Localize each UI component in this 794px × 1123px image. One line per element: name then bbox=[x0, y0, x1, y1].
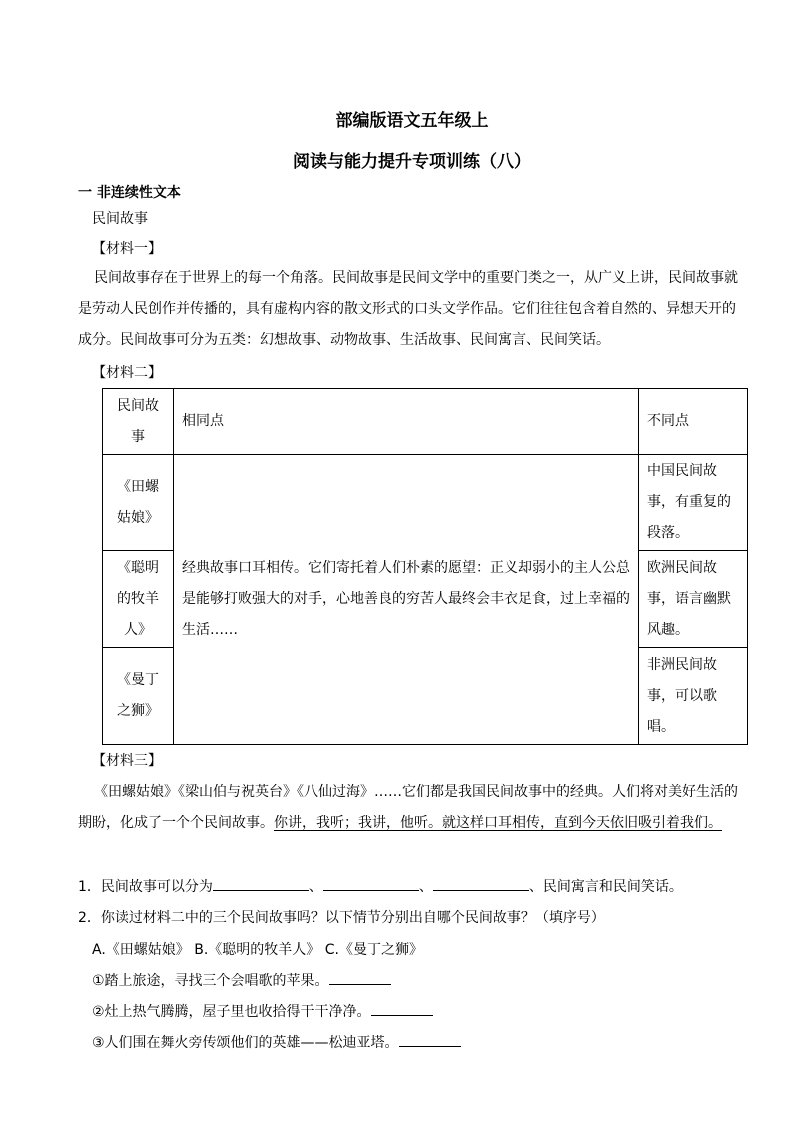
header-difference: 不同点 bbox=[639, 389, 748, 455]
answer-blank[interactable] bbox=[371, 1001, 433, 1016]
material3-underlined: 你讲，我听；我讲，他听。就这样口耳相传，直到今天依旧吸引着我们。 bbox=[274, 815, 722, 831]
material3-label: 【材料三】 bbox=[92, 753, 162, 769]
material3-text bbox=[78, 777, 748, 839]
material1-text: 民间故事存在于世界上的每一个角落。民间故事是民间文学中的重要门类之一，从广义上讲，民间故事就是劳动人民创作并传播的，具有虚构内容的散文形式的口头文学作品。它们往往包含着自然的、异想天开的成分。民间故事可分为五类：幻想故事、动物故事、生活故事、民间寓言、民间笑话。 bbox=[78, 270, 738, 348]
material2-label: 【材料二】 bbox=[92, 365, 162, 381]
question-2-item: ③人们围在舞火旁传颂他们的英雄——松迪亚塔。 bbox=[92, 1032, 461, 1052]
material1-label: 【材料一】 bbox=[92, 241, 162, 257]
section-heading: 一 非连续性文本 bbox=[78, 185, 181, 201]
document-title: 部编版语文五年级上 bbox=[335, 111, 489, 131]
question-1 bbox=[78, 876, 683, 896]
difference-cell: 中国民间故事，有重复的段落。 bbox=[639, 455, 748, 551]
document-subtitle: 阅读与能力提升专项训练（八） bbox=[293, 152, 531, 172]
header-story: 民间故事 bbox=[103, 389, 174, 455]
story-name: 《田螺姑娘》 bbox=[103, 455, 174, 551]
header-similarity: 相同点 bbox=[174, 389, 639, 455]
comparison-table bbox=[102, 388, 748, 745]
q1-suffix: 、民间寓言和民间笑话。 bbox=[528, 879, 683, 895]
difference-cell: 非洲民间故事，可以歌唱。 bbox=[639, 648, 748, 745]
material3-plain: 《田螺姑娘》《梁山伯与祝英台》《八仙过海》……它们都是我国民间故事中的经典。人们将对美好生活的期盼，化成了一个个民间故事。 bbox=[78, 784, 738, 831]
difference-cell: 欧洲民间故事，语言幽默风趣。 bbox=[639, 551, 748, 648]
q1-prefix: 1．民间故事可以分为 bbox=[78, 879, 213, 895]
question-2-options: A.《田螺姑娘》 B.《聪明的牧羊人》 C.《曼丁之狮》 bbox=[92, 942, 423, 958]
story-name: 《聪明的牧羊人》 bbox=[103, 551, 174, 648]
section-subject: 民间故事 bbox=[92, 211, 148, 227]
answer-blank[interactable] bbox=[213, 876, 309, 891]
similarity-cell: 经典故事口耳相传。它们寄托着人们朴素的愿望：正义却弱小的主人公总是能够打败强大的对手，心地善良的穷苦人最终会丰衣足食，过上幸福的生活…… bbox=[174, 455, 639, 745]
question-2-item: ①踏上旅途，寻找三个会唱歌的苹果。 bbox=[92, 970, 391, 990]
table-row bbox=[103, 455, 748, 551]
q1-separator: 、 bbox=[418, 879, 433, 895]
table-header-row bbox=[103, 389, 748, 455]
question-2: 2．你读过材料二中的三个民间故事吗？以下情节分别出自哪个民间故事？（填序号） bbox=[78, 910, 605, 926]
answer-blank[interactable] bbox=[323, 876, 419, 891]
q1-separator: 、 bbox=[308, 879, 323, 895]
answer-blank[interactable] bbox=[329, 970, 391, 985]
question-2-item: ②灶上热气腾腾，屋子里也收拾得干干净净。 bbox=[92, 1001, 433, 1021]
story-name: 《曼丁之狮》 bbox=[103, 648, 174, 745]
answer-blank[interactable] bbox=[399, 1032, 461, 1047]
answer-blank[interactable] bbox=[433, 876, 529, 891]
